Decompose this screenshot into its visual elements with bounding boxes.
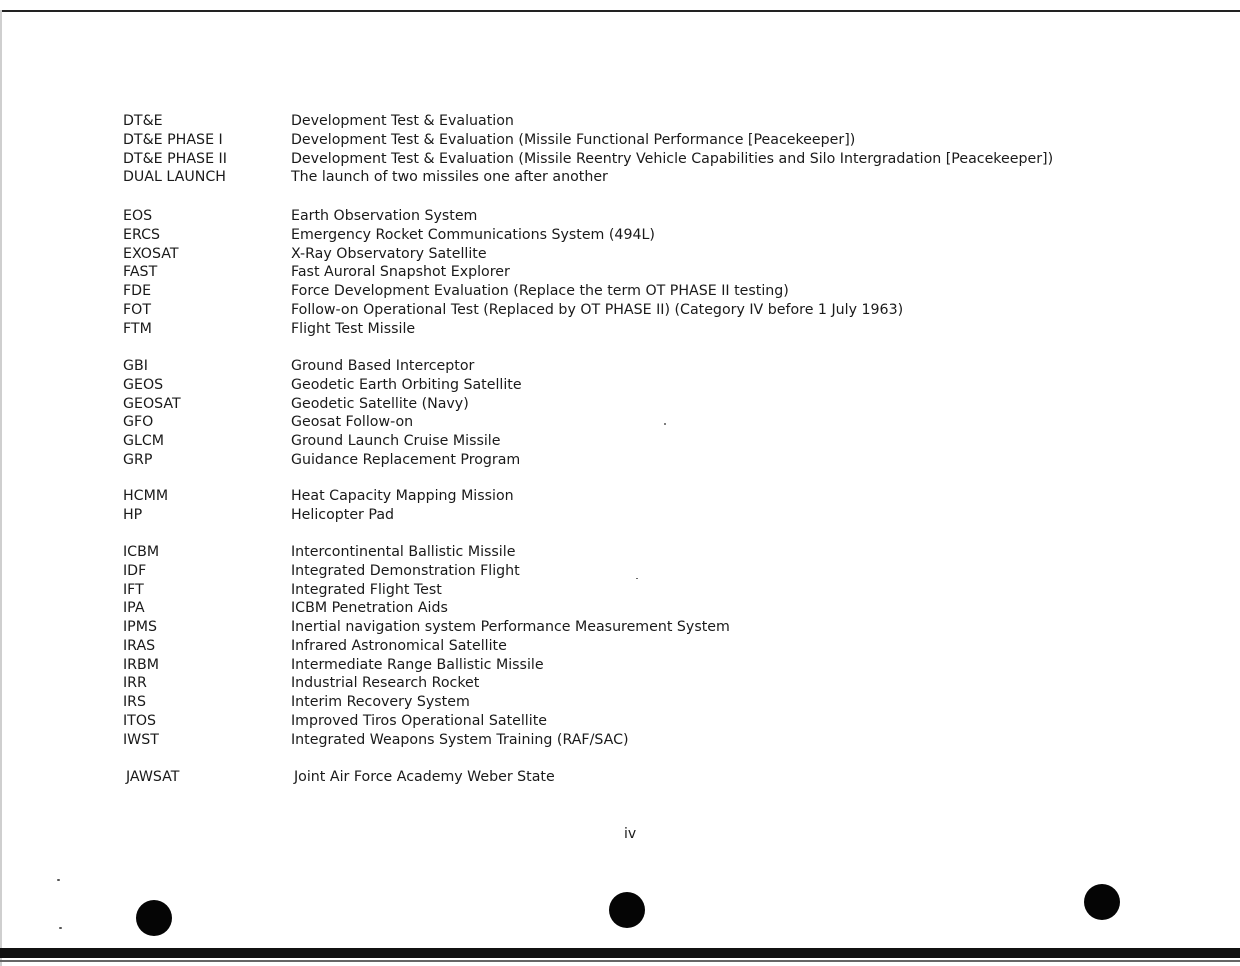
glossary-row <box>0 150 1240 169</box>
acronym-definition: Geosat Follow-on <box>291 414 414 431</box>
acronym-definition: Infrared Astronomical Satellite <box>291 637 507 654</box>
acronym-definition: The launch of two missiles one after another <box>291 169 608 186</box>
glossary-row <box>0 226 1240 245</box>
acronym-term: HP <box>123 506 143 523</box>
acronym-term: GFO <box>123 414 154 431</box>
glossary-row <box>0 712 1240 731</box>
acronym-term: FOT <box>123 301 151 318</box>
glossary-row <box>0 320 1240 339</box>
acronym-term: FDE <box>123 283 152 299</box>
acronym-definition: Fast Auroral Snapshot Explorer <box>291 264 510 281</box>
acronym-group-i <box>0 543 1240 749</box>
glossary-row <box>0 413 1240 432</box>
acronym-definition: Integrated Flight Test <box>291 581 442 598</box>
glossary-row <box>0 357 1240 376</box>
glossary-row <box>0 451 1240 470</box>
acronym-term: ERCS <box>123 226 161 243</box>
acronym-term: IRBM <box>123 656 160 673</box>
acronym-definition: Development Test & Evaluation (Missile Functional Performance [Peacekeeper]) <box>291 131 856 148</box>
acronym-term: IFT <box>123 581 144 598</box>
acronym-definition: Ground Launch Cruise Missile <box>291 433 501 449</box>
glossary-row <box>0 207 1240 226</box>
glossary-row <box>0 395 1240 414</box>
acronym-group-d <box>0 112 1240 187</box>
acronym-definition: Improved Tiros Operational Satellite <box>291 712 547 729</box>
acronym-term: GEOSAT <box>123 395 181 412</box>
scan-speck <box>59 927 62 929</box>
glossary-row <box>0 112 1240 131</box>
glossary-row <box>0 131 1240 150</box>
acronym-definition: Geodetic Satellite (Navy) <box>291 395 469 412</box>
scan-speck <box>636 578 638 579</box>
acronym-term: DT&E PHASE I <box>123 131 223 148</box>
acronym-definition: Joint Air Force Academy Weber State <box>294 769 555 785</box>
acronym-definition: Integrated Weapons System Training (RAF/SAC) <box>291 731 629 748</box>
acronym-term: IRAS <box>123 637 156 654</box>
acronym-term: ICBM <box>123 544 160 560</box>
glossary-row <box>0 599 1240 618</box>
page-top-border <box>0 10 1240 12</box>
acronym-term: EOS <box>123 208 153 224</box>
acronym-term: IDF <box>123 562 147 579</box>
punch-hole-center <box>609 892 645 928</box>
acronym-term: DUAL LAUNCH <box>123 169 226 186</box>
glossary-row <box>0 637 1240 656</box>
acronym-group-j <box>0 768 1240 787</box>
acronym-definition: Industrial Research Rocket <box>291 675 480 692</box>
page-bottom-border-shadow <box>0 960 1240 962</box>
acronym-term: EXOSAT <box>123 245 179 262</box>
glossary-row <box>0 376 1240 395</box>
acronym-term: FTM <box>123 320 152 337</box>
acronym-definition: Heat Capacity Mapping Mission <box>291 488 514 504</box>
acronym-term: GBI <box>123 358 148 374</box>
glossary-row <box>0 674 1240 693</box>
acronym-definition: Development Test & Evaluation (Missile Reentry Vehicle Capabilities and Silo Intergradation [Peacekeeper]) <box>291 150 1054 167</box>
acronym-definition: Helicopter Pad <box>291 506 395 523</box>
acronym-term: IPMS <box>123 619 157 635</box>
glossary-row <box>0 245 1240 264</box>
glossary-row <box>0 581 1240 600</box>
acronym-term: IRS <box>123 694 147 710</box>
acronym-definition: X-Ray Observatory Satellite <box>291 245 487 262</box>
glossary-row <box>0 618 1240 637</box>
scan-speck <box>664 423 666 425</box>
glossary-row <box>0 263 1240 282</box>
acronym-term: FAST <box>123 264 158 281</box>
punch-hole-left <box>136 900 172 936</box>
acronym-definition: Ground Based Interceptor <box>291 358 475 374</box>
glossary-row <box>0 301 1240 320</box>
acronym-term: DT&E PHASE II <box>123 150 227 167</box>
glossary-row <box>0 432 1240 451</box>
page-number: iv <box>624 826 637 842</box>
acronym-term: IWST <box>123 731 159 748</box>
glossary-row <box>0 656 1240 675</box>
acronym-definition: Flight Test Missile <box>291 320 416 337</box>
glossary-row <box>0 731 1240 750</box>
acronym-definition: Interim Recovery System <box>291 694 470 710</box>
acronym-term: ITOS <box>123 712 157 729</box>
acronym-definition: Earth Observation System <box>291 208 478 224</box>
glossary-row <box>0 506 1240 525</box>
acronym-term: IRR <box>123 675 147 692</box>
scan-speck <box>57 879 60 881</box>
page-bottom-border <box>0 948 1240 958</box>
glossary-row <box>0 562 1240 581</box>
acronym-term: HCMM <box>123 488 169 504</box>
acronym-definition: Emergency Rocket Communications System (494L) <box>291 226 655 243</box>
acronym-definition: Intermediate Range Ballistic Missile <box>291 656 544 673</box>
acronym-group-g <box>0 357 1240 470</box>
acronym-definition: Guidance Replacement Program <box>291 451 521 468</box>
acronym-definition: Intercontinental Ballistic Missile <box>291 544 516 560</box>
acronym-definition: Development Test & Evaluation <box>291 113 514 129</box>
punch-hole-right <box>1084 884 1120 920</box>
acronym-definition: Integrated Demonstration Flight <box>291 562 520 579</box>
acronym-term: GRP <box>123 451 153 468</box>
acronym-group-h <box>0 487 1240 525</box>
glossary-row <box>0 282 1240 301</box>
acronym-definition: Inertial navigation system Performance Measurement System <box>291 619 730 635</box>
glossary-row <box>0 168 1240 187</box>
acronym-term: IPA <box>123 600 145 617</box>
glossary-row <box>0 543 1240 562</box>
acronym-group-e-f <box>0 207 1240 338</box>
acronym-term: GEOS <box>123 376 164 393</box>
glossary-row <box>0 768 1240 787</box>
acronym-definition: ICBM Penetration Aids <box>291 600 448 617</box>
acronym-definition: Geodetic Earth Orbiting Satellite <box>291 376 522 393</box>
glossary-row <box>0 487 1240 506</box>
acronym-definition: Force Development Evaluation (Replace the term OT PHASE II testing) <box>291 283 789 299</box>
acronym-term: JAWSAT <box>126 769 180 785</box>
acronym-term: DT&E <box>123 113 163 129</box>
glossary-row <box>0 693 1240 712</box>
acronym-term: GLCM <box>123 433 165 449</box>
acronym-definition: Follow-on Operational Test (Replaced by OT PHASE II) (Category IV before 1 July 1963) <box>291 301 904 318</box>
